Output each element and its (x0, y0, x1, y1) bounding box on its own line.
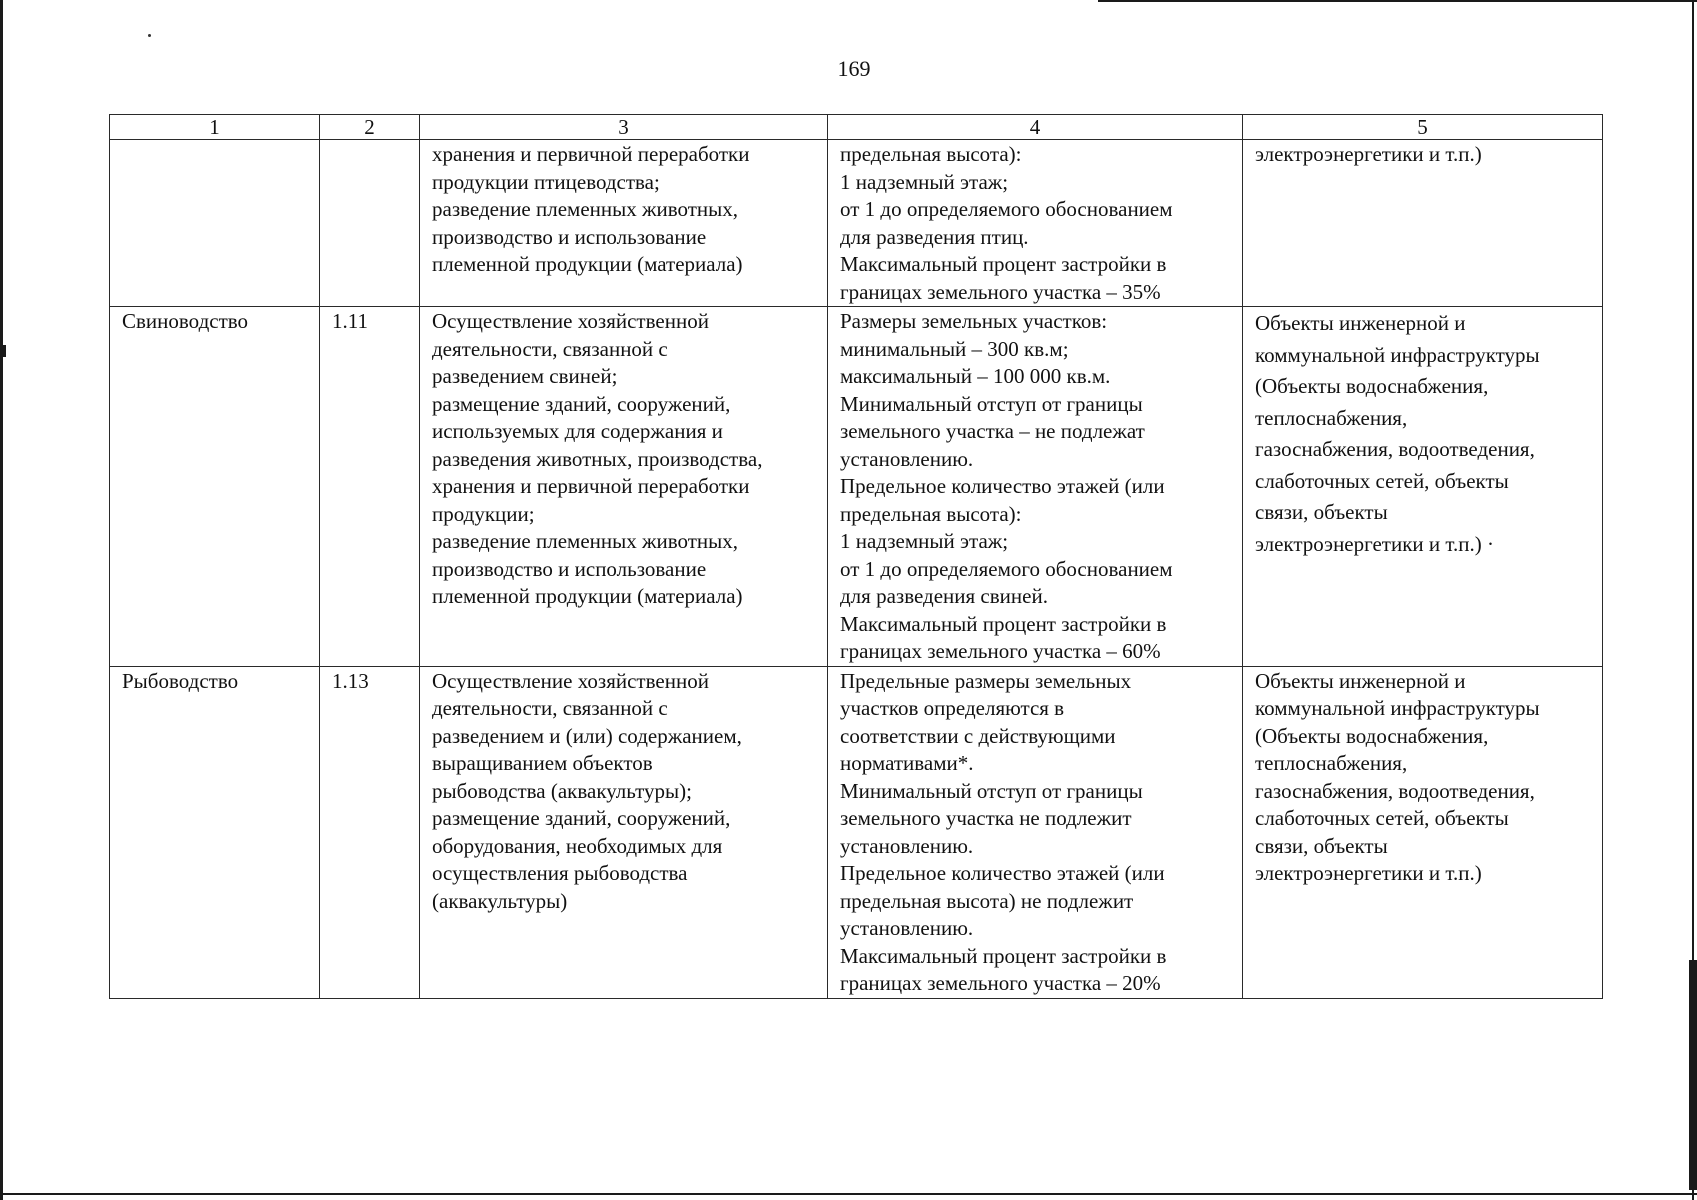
description-line: размещение зданий, сооружений, (432, 806, 731, 830)
scan-dot (148, 34, 151, 37)
parameters-line: 1 надземный этаж; (840, 529, 1009, 553)
scan-edge-top-right (1098, 0, 1697, 2)
land-use-table (109, 114, 1603, 999)
cell-objects (1243, 666, 1603, 998)
table-row-fish (110, 666, 1603, 998)
scan-edge-bottom (0, 1193, 1697, 1195)
parameters-line: границах земельного участка – 60% (840, 639, 1161, 663)
objects-line: теплоснабжения, (1255, 405, 1408, 430)
objects-line: слаботочных сетей, объекты (1255, 468, 1509, 493)
description-line: рыбоводства (аквакультуры); (432, 778, 692, 803)
cell-parameters (828, 666, 1243, 998)
cell-parameters (828, 140, 1243, 307)
table-header-row (110, 115, 1603, 140)
parameters-line: установлению. (840, 446, 974, 471)
objects-line: коммунальной инфраструктуры (1255, 696, 1540, 720)
description-line: разведения животных, производства, (432, 446, 763, 471)
objects-line: (Объекты водоснабжения, (1255, 723, 1489, 748)
description-line: хранения и первичной переработки (432, 474, 750, 498)
description-line: производство и использование (432, 224, 707, 249)
cell-name: Свиноводство (110, 307, 320, 667)
parameters-line: 1 надземный этаж; (840, 169, 1009, 194)
parameters-line: земельного участка не подлежит (840, 806, 1132, 830)
description-line: деятельности, связанной с (432, 336, 668, 361)
parameters-line: Максимальный процент застройки в (840, 252, 1167, 276)
parameters-line: Максимальный процент застройки в (840, 611, 1167, 636)
table-row-swine (110, 307, 1603, 667)
description-line: разведение племенных животных, (432, 197, 739, 221)
description-line: разведением и (или) содержанием, (432, 723, 742, 748)
cell-name: Рыбоводство (110, 666, 320, 998)
parameters-line: от 1 до определяемого обоснованием (840, 197, 1173, 221)
cell-objects (1243, 140, 1603, 307)
column-header-3: 3 (420, 115, 828, 140)
parameters-line: Минимальный отступ от границы (840, 778, 1143, 803)
objects-line: газоснабжения, водоотведения, (1255, 437, 1535, 461)
parameters-line: Размеры земельных участков: (840, 309, 1108, 333)
description-line: продукции; (432, 501, 535, 526)
parameters-line: от 1 до определяемого обоснованием (840, 556, 1173, 581)
cell-description (420, 140, 828, 307)
objects-line: Объекты инженерной и (1255, 311, 1466, 335)
description-line: размещение зданий, сооружений, (432, 391, 731, 416)
description-line: Осуществление хозяйственной (432, 309, 709, 333)
parameters-line: Максимальный процент застройки в (840, 943, 1167, 968)
page-number: 169 (837, 56, 871, 81)
parameters-line: максимальный – 100 000 кв.м. (840, 364, 1111, 388)
parameters-line: соответствии с действующими (840, 723, 1116, 748)
cell-code: 1.11 (320, 307, 420, 667)
parameters-line: для разведения свиней. (840, 584, 1048, 608)
description-line: оборудования, необходимых для (432, 833, 723, 858)
cell-name (110, 140, 320, 307)
description-line: племенной продукции (материала) (432, 584, 743, 608)
parameters-line: земельного участка – не подлежат (840, 419, 1145, 443)
cell-description (420, 666, 828, 998)
objects-line: электроэнергетики и т.п.) · (1255, 531, 1494, 556)
objects-line: теплоснабжения, (1255, 751, 1408, 775)
column-header-1: 1 (110, 115, 320, 140)
cell-code: 1.13 (320, 666, 420, 998)
objects-line: (Объекты водоснабжения, (1255, 374, 1489, 398)
description-line: хранения и первичной переработки (432, 142, 750, 166)
description-line: разведением свиней; (432, 364, 618, 388)
scan-mark-left (0, 345, 6, 357)
description-line: разведение племенных животных, (432, 529, 739, 553)
parameters-line: Предельное количество этажей (или (840, 474, 1165, 498)
parameters-line: нормативами*. (840, 751, 974, 775)
table-row-continuation (110, 140, 1603, 307)
description-line: племенной продукции (материала) (432, 252, 743, 276)
description-line: (аквакультуры) (432, 888, 568, 913)
parameters-line: Минимальный отступ от границы (840, 391, 1143, 416)
cell-parameters (828, 307, 1243, 667)
objects-line: газоснабжения, водоотведения, (1255, 778, 1535, 803)
column-header-2: 2 (320, 115, 420, 140)
description-line: Осуществление хозяйственной (432, 668, 709, 693)
parameters-line: установлению. (840, 833, 974, 858)
cell-description (420, 307, 828, 667)
objects-line: связи, объекты (1255, 833, 1388, 858)
scan-mark-right (1689, 960, 1697, 1190)
column-header-4: 4 (828, 115, 1243, 140)
parameters-line: установлению. (840, 916, 974, 940)
description-line: производство и использование (432, 556, 707, 581)
objects-line: связи, объекты (1255, 500, 1388, 524)
objects-line: слаботочных сетей, объекты (1255, 806, 1509, 830)
parameters-line: границах земельного участка – 20% (840, 971, 1161, 995)
objects-line: электроэнергетики и т.п.) (1255, 142, 1482, 166)
description-line: продукции птицеводства; (432, 169, 660, 194)
parameters-line: Предельные размеры земельных (840, 668, 1132, 693)
parameters-line: предельная высота) не подлежит (840, 888, 1134, 913)
parameters-line: участков определяются в (840, 696, 1065, 720)
parameters-line: предельная высота): (840, 142, 1022, 166)
description-line: деятельности, связанной с (432, 696, 668, 720)
parameters-line: предельная высота): (840, 501, 1022, 526)
objects-line: электроэнергетики и т.п.) (1255, 861, 1482, 885)
parameters-line: минимальный – 300 кв.м; (840, 336, 1069, 361)
parameters-line: границах земельного участка – 35% (840, 279, 1161, 304)
scan-edge-left (0, 0, 3, 1200)
cell-code (320, 140, 420, 307)
description-line: осуществления рыбоводства (432, 861, 688, 885)
objects-line: Объекты инженерной и (1255, 668, 1466, 693)
cell-objects (1243, 307, 1603, 667)
description-line: используемых для содержания и (432, 419, 723, 443)
objects-line: коммунальной инфраструктуры (1255, 342, 1540, 367)
column-header-5: 5 (1243, 115, 1603, 140)
parameters-line: Предельное количество этажей (или (840, 861, 1165, 885)
parameters-line: для разведения птиц. (840, 224, 1029, 249)
description-line: выращиванием объектов (432, 751, 653, 775)
